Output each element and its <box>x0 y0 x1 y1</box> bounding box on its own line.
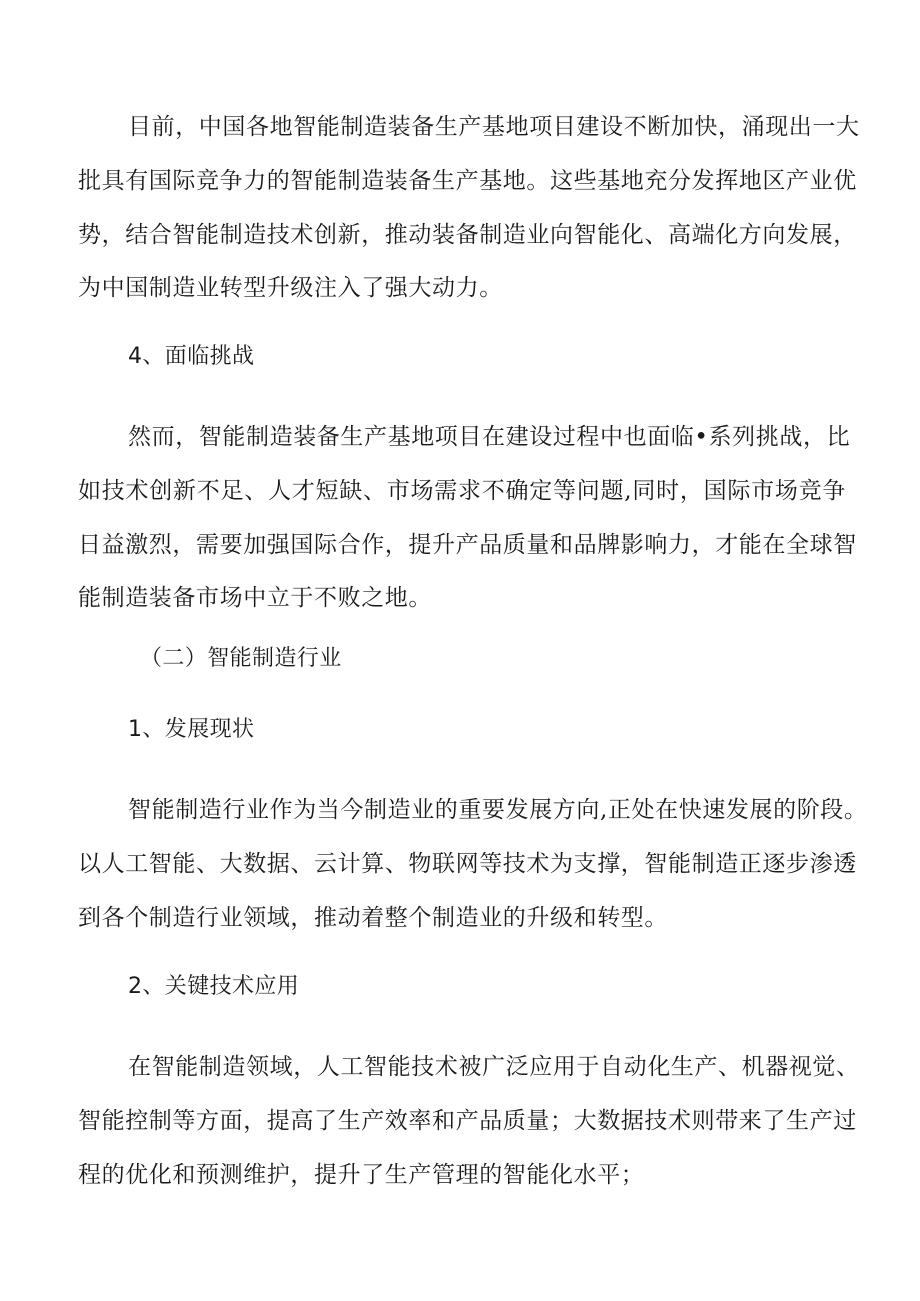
paragraph-2-line-4: 能制造装备市场中立于不败之地。 <box>78 585 432 611</box>
paragraph-4-line-2: 智能控制等方面，提高了生产效率和产品质量；大数据技术则带来了生产过 <box>78 1108 857 1134</box>
paragraph-1-line-3: 势，结合智能制造技术创新，推动装备制造业向智能化、高端化方向发展， <box>78 222 857 248</box>
paragraph-1-line-2: 批具有国际竞争力的智能制造装备生产基地。这些基地充分发挥地区产业优 <box>78 168 857 194</box>
paragraph-2-line-3: 日益激烈，需要加强国际合作，提升产品质量和品牌影响力，才能在全球智 <box>78 532 857 558</box>
heading-key-technology: 2、关键技术应用 <box>128 974 300 999</box>
heading-challenges: 4、面临挑战 <box>128 344 255 369</box>
paragraph-3-line-2: 以人工智能、大数据、云计算、物联网等技术为支撑，智能制造正逐步渗透 <box>78 851 857 877</box>
paragraph-1-line-1: 目前，中国各地智能制造装备生产基地项目建设不断加快，涌现出一大 <box>128 114 860 140</box>
section-title-smart-manufacturing: （二）智能制造行业 <box>140 646 342 671</box>
paragraph-2-line-1: 然而，智能制造装备生产基地项目在建设过程中也面临•系列挑战，比 <box>128 424 851 450</box>
paragraph-3-line-3: 到各个制造行业领域，推动着整个制造业的升级和转型。 <box>78 905 668 931</box>
heading-development-status: 1、发展现状 <box>128 717 255 742</box>
paragraph-1-line-4: 为中国制造业转型升级注入了强大动力。 <box>78 275 503 301</box>
paragraph-4-line-3: 程的优化和预测维护，提升了生产管理的智能化水平； <box>78 1162 645 1188</box>
paragraph-4-line-1: 在智能制造领域，人工智能技术被广泛应用于自动化生产、机器视觉、 <box>128 1054 860 1080</box>
paragraph-2-line-2: 如技术创新不足、人才短缺、市场需求不确定等问题,同时，国际市场竞争 <box>78 478 846 504</box>
paragraph-3-line-1: 智能制造行业作为当今制造业的重要发展方向,正处在快速发展的阶段。 <box>128 797 868 823</box>
